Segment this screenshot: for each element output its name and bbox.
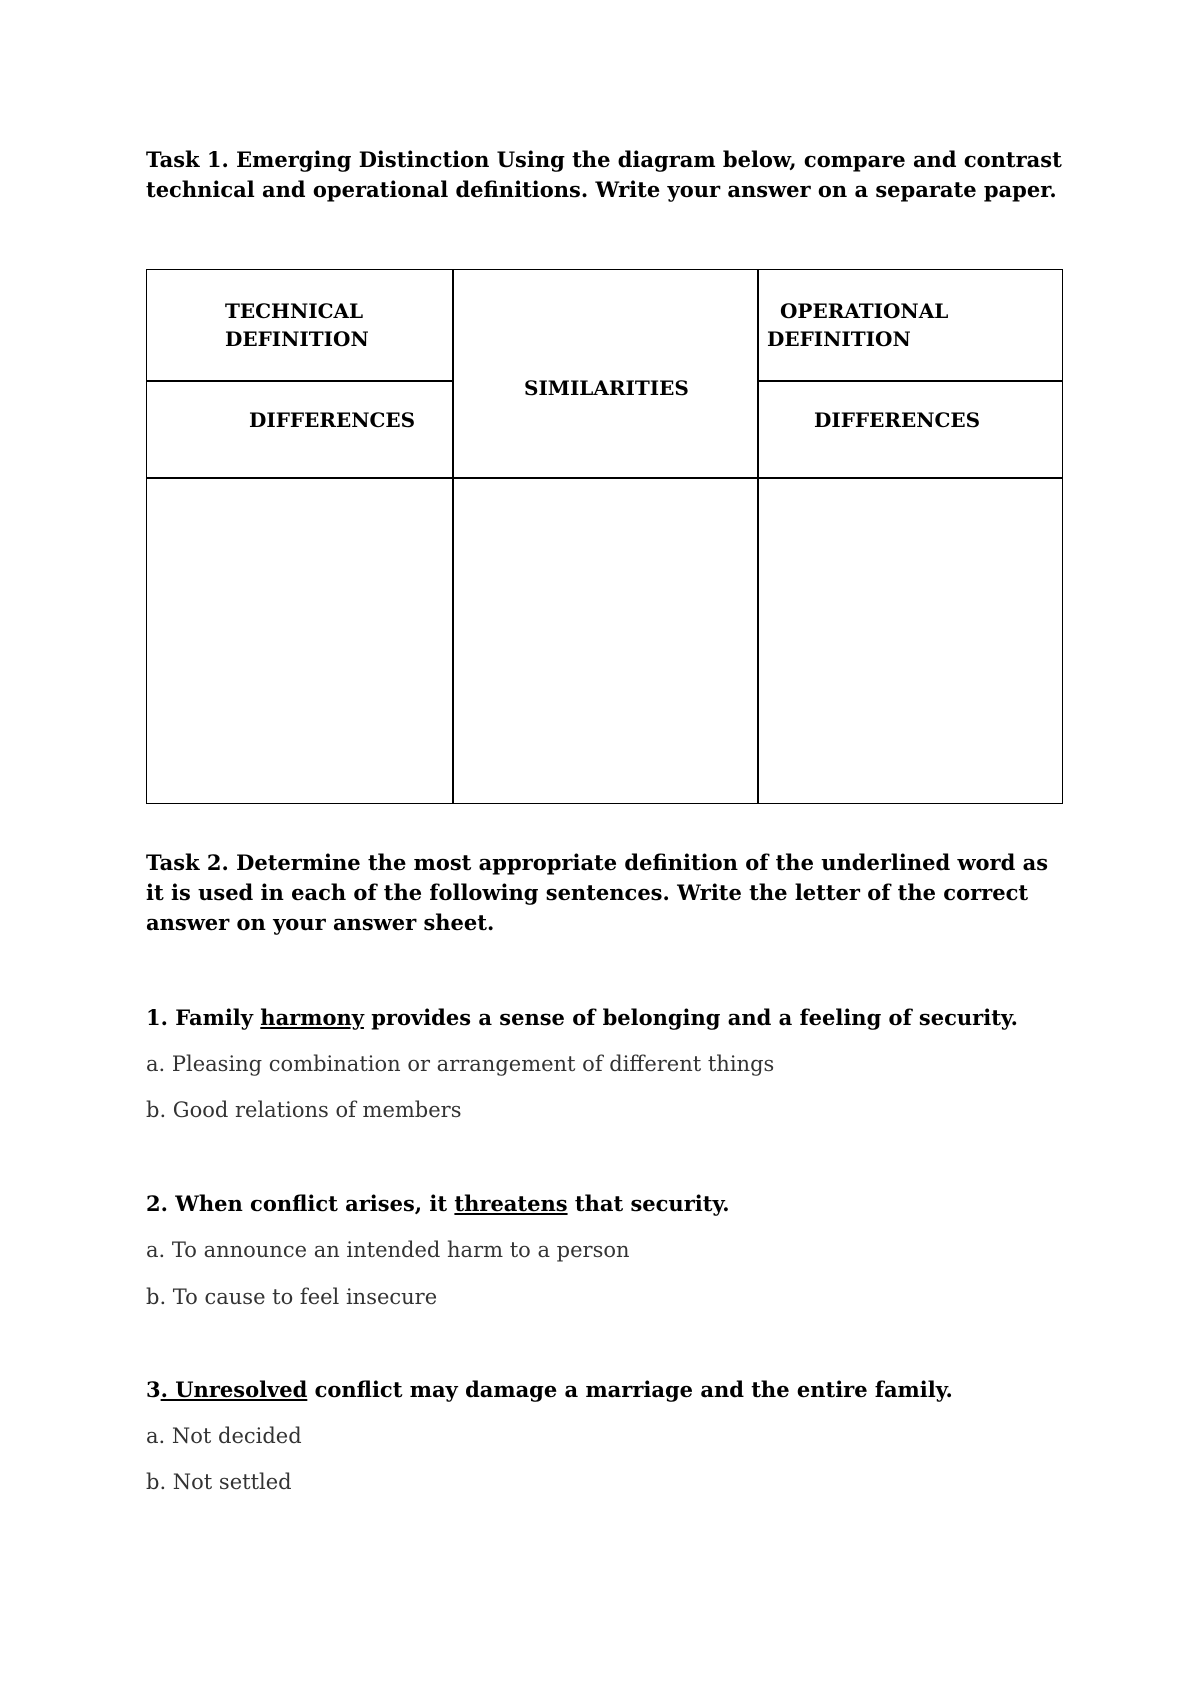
question-2-option-b: b. To cause to feel insecure bbox=[146, 1285, 438, 1309]
diagram-divider-right bbox=[757, 270, 759, 803]
question-3 bbox=[146, 1375, 953, 1405]
question-1 bbox=[146, 1003, 1018, 1033]
question-1-suffix: provides a sense of belonging and a feeling of security. bbox=[363, 1005, 1018, 1030]
technical-line1: TECHNICAL bbox=[225, 299, 364, 323]
question-2-option-a: a. To announce an intended harm to a person bbox=[146, 1238, 630, 1262]
question-2 bbox=[146, 1189, 730, 1219]
operational-line1: OPERATIONAL bbox=[780, 299, 949, 323]
differences-right-label: DIFFERENCES bbox=[814, 408, 981, 432]
task2-instructions: Task 2. Determine the most appropriate definition of the underlined word as it is used in each of the following sentences. Write the letter of the correct answer on your answer sheet. bbox=[146, 850, 1049, 935]
task1-instructions: Task 1. Emerging Distinction Using the diagram below, compare and contrast technical and operational definitions. Write your answer on a separate paper. bbox=[146, 147, 1062, 202]
question-3-option-a: a. Not decided bbox=[146, 1424, 302, 1448]
differences-left-label: DIFFERENCES bbox=[249, 408, 416, 432]
operational-definition-heading bbox=[767, 297, 948, 353]
question-3-suffix: conflict may damage a marriage and the entire family. bbox=[307, 1377, 953, 1402]
operational-line2: DEFINITION bbox=[767, 327, 911, 351]
question-2-prefix: 2. When conflict arises, it bbox=[146, 1191, 455, 1216]
question-1-underlined-word: harmony bbox=[260, 1005, 364, 1030]
similarities-label: SIMILARITIES bbox=[524, 376, 689, 400]
question-1-option-b: b. Good relations of members bbox=[146, 1098, 462, 1122]
technical-line2: DEFINITION bbox=[225, 327, 369, 351]
question-2-suffix: that security. bbox=[567, 1191, 730, 1216]
question-3-prefix: 3 bbox=[146, 1377, 161, 1402]
question-1-prefix: 1. Family bbox=[146, 1005, 261, 1030]
diagram-left-header-divider bbox=[147, 380, 452, 382]
question-3-option-b: b. Not settled bbox=[146, 1470, 292, 1494]
diagram-divider-left bbox=[452, 270, 454, 803]
diagram-body-divider bbox=[147, 477, 1062, 479]
question-3-underlined-word: . Unresolved bbox=[160, 1377, 308, 1402]
diagram-right-header-divider bbox=[757, 380, 1062, 382]
technical-definition-heading bbox=[225, 297, 369, 353]
comparison-diagram bbox=[146, 269, 1063, 804]
question-2-underlined-word: threatens bbox=[454, 1191, 568, 1216]
question-1-option-a: a. Pleasing combination or arrangement of different things bbox=[146, 1052, 775, 1076]
